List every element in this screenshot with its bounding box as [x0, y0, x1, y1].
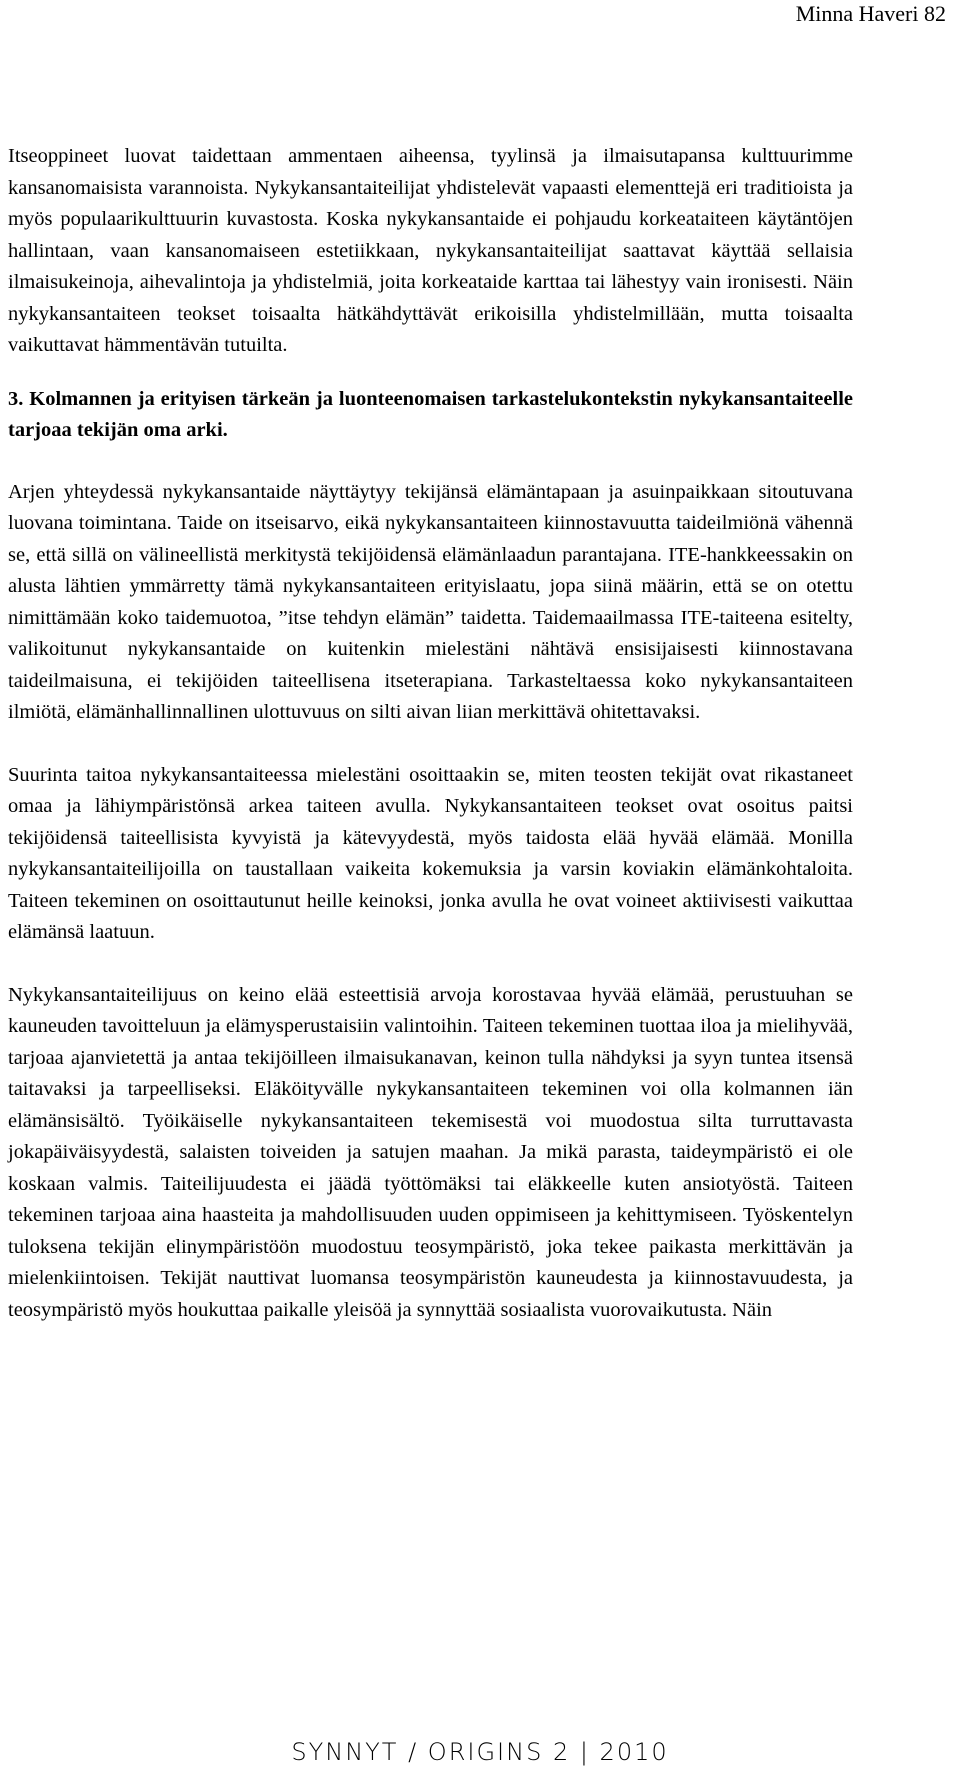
paragraph-3: Suurinta taitoa nykykansantaiteessa mielestäni osoittaakin se, miten teosten tekijät ovat rikastaneet omaa ja lähiympäristönsä arkea taiteen avulla. Nykykansantaiteen teokset ovat osoitus paitsi tekijöidensä taiteellisista kyvyistä ja kätevyydestä, myös taidosta elää hyvää elämää. Monilla nykykansantaiteilijoilla on taustallaan vaikeita kokemuksia ja varsin koviakin elämänkohtaloita. Taiteen tekeminen on osoittautunut heille keinoksi, jonka avulla he ovat voineet aktiivisesti vaikuttaa elämänsä laatuun. — [8, 763, 853, 943]
article-body — [8, 141, 853, 1326]
journal-footer: SYNNYT / ORIGINS 2 | 2010 — [291, 1738, 669, 1766]
paragraph-1: Itseoppineet luovat taidettaan ammentaen aiheensa, tyylinsä ja ilmaisutapansa kulttuurimme kansanomaisista varannoista. Nykykansantaiteilijat yhdistelevät vapaasti elementtejä eri traditioista ja myös populaarikulttuurin kuvastosta. Koska nykykansantaide ei pohjaudu korkeataiteen käytäntöjen hallintaan, vaan kansanomaiseen estetiikkaan, nykykansantaiteilijat saattavat käyttää sellaisia ilmaisukeinoja, aihevalintoja ja yhdistelmiä, joita korkeataide karttaa tai lähestyy vain ironisesti. Näin nykykansantaiteen teokset toisaalta hätkähdyttävät erikoisilla yhdistelmillään, mutta toisaalta vaikuttavat hämmentävän tutuilta. — [8, 145, 853, 356]
paragraph-4: Nykykansantaiteilijuus on keino elää esteettisiä arvoja korostavaa hyvää elämää, perustuuhan se kauneuden tavoitteluun ja elämysperustaisiin valintoihin. Taiteen tekeminen tuottaa iloa ja mielihyvää, tarjoaa ajanvietettä ja antaa tekijöilleen ilmaisukanavan, keinon tulla nähdyksi ja syyn tuntea itsensä taitavaksi ja tarpeelliseksi. Eläköityvälle nykykansantaiteen tekeminen voi olla kolmannen iän elämänsisältö. Työikäiselle nykykansantaiteen tekemisestä voi muodostua silta turruttavasta jokapäiväisyydestä, salaisten toiveiden ja satujen maahan. Ja mikä parasta, taideympäristö ei ole koskaan valmis. Taiteilijuudesta ei jäädä työttömäksi tai eläkkeelle kuten ansiotyöstä. Taiteen tekeminen tarjoaa aina haasteita ja mahdollisuuden uuden oppimiseen ja kehittymiseen. Työskentelyn tuloksena tekijän elinympäristöön muodostuu teosympäristö, joka tekee paikasta merkittävän ja mielenkiintoisen. Tekijät nauttivat luomansa teosympäristön kauneudesta ja kiinnostavuudesta, ja teosympäristö myös houkuttaa paikalle yleisöä ja synnyttää sosiaalista vuorovaikutusta. Näin — [8, 983, 853, 1321]
running-header: Minna Haveri 82 — [795, 1, 946, 26]
paragraph-2: Arjen yhteydessä nykykansantaide näyttäytyy tekijänsä elämäntapaan ja asuinpaikkaan sitoutuvana luovana toimintana. Taide on itseisarvo, eikä nykykansantaiteen kiinnostavuutta taideilmiönä vähennä se, että sillä on välineellistä merkitystä tekijöidensä elämänlaadun parantajana. ITE-hankkeessakin on alusta lähtien ymmärretty tämä nykykansantaiteen erityislaatu, jopa siinä määrin, että se on otettu nimittämään koko taidemuotoa, ”itse tehdyn elämän” taidetta. Taidemaailmassa ITE-taiteena esitelty, valikoitunut nykykansantaide on kuitenkin mielestäni nähtävä ensisijaisesti kiinnostavana taideilmaisuna, ei tekijöiden taiteellisena itseterapiana. Tarkasteltaessa koko nykykansantaiteen ilmiötä, elämänhallinnallinen ulottuvuus on silti aivan liian merkittävä ohitettavaksi. — [8, 480, 853, 723]
section-heading: 3. Kolmannen ja erityisen tärkeän ja luonteenomaisen tarkastelukontekstin nykykansantaiteelle tarjoaa tekijän oma arki. — [8, 387, 853, 441]
